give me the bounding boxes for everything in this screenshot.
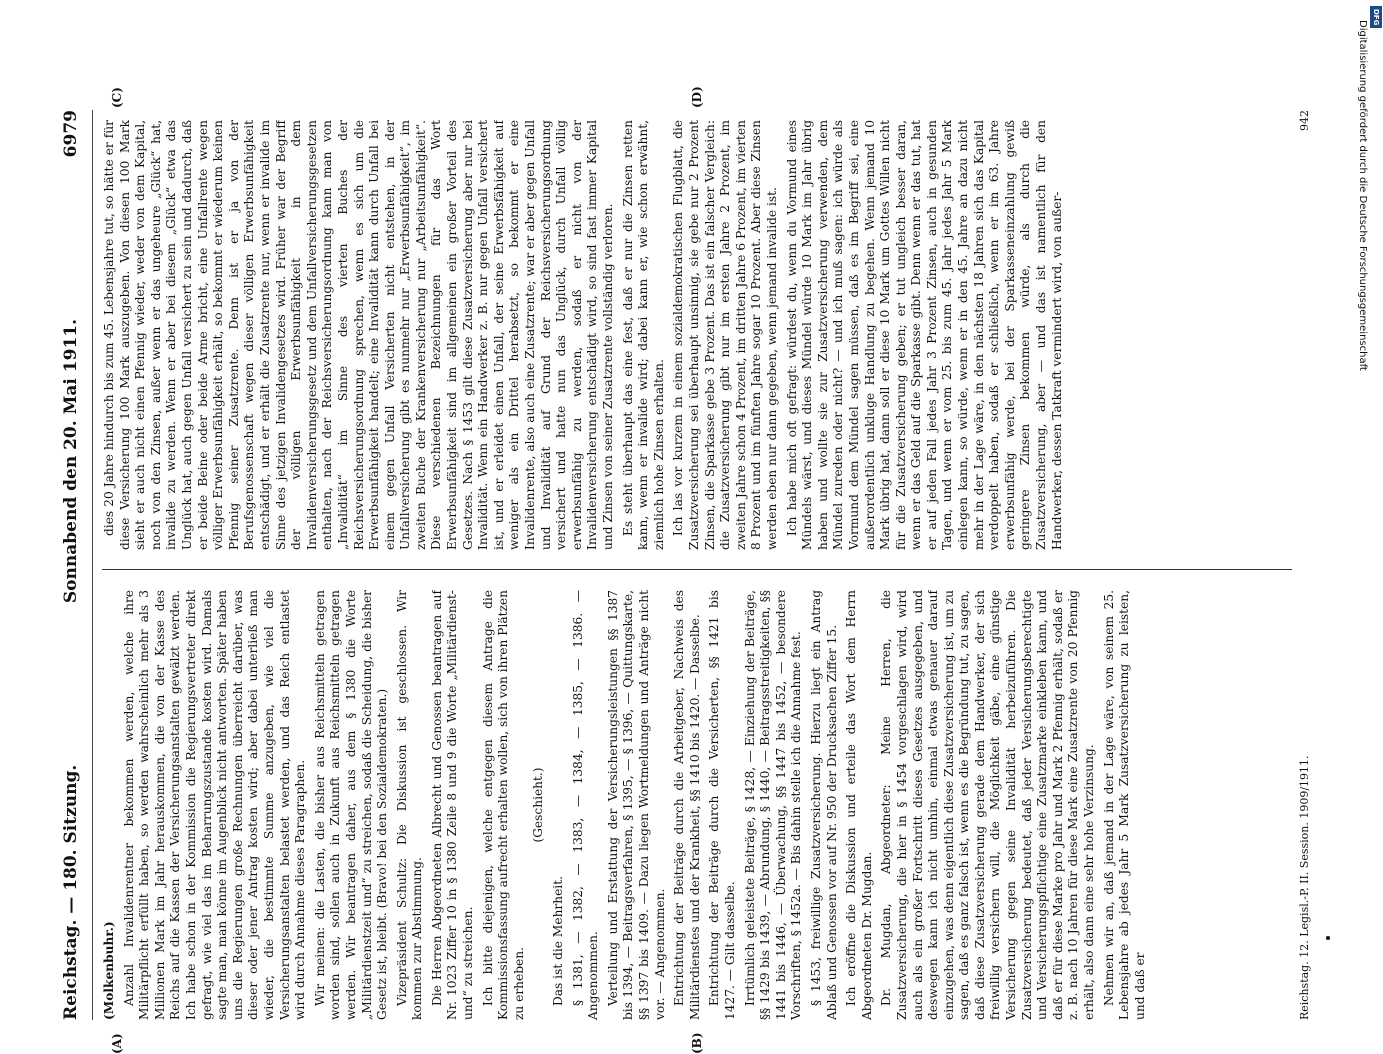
column-divider (102, 569, 1292, 570)
margin-marker-c: (C) (110, 87, 124, 108)
paragraph: Verteilung und Erstattung der Versicherungsleistungen §§ 1387 bis 1394, — Beitragsverfahren, § 1395, — § 1396, — Quittungskarte, §§ 1397 bis 1409. — Dazu liegen Wortmeldungen und Anträge nicht vor. — Angenommen. (606, 590, 668, 1020)
paragraph: (Geschieht.) (531, 590, 547, 1020)
paragraph: Irrtümlich geleistete Beiträge, § 1428, — Einziehung der Beiträge, §§ 1429 bis 1439, — Abrundung, § 1440, — Beitragsstreitigkeiten, §§ 1441 bis 1446, — Überwachung, §§ 1447 bis 1452, — besondere Vorschriften, § 1452a. — Bis dahin stelle ich die Annahme fest. (743, 590, 805, 1020)
margin-marker-b: (B) (690, 1033, 704, 1054)
page-header (50, 110, 93, 1020)
digitization-note: Digitalisierung gefördert durch die Deutsche Forschungsgemeinschaft (1357, 20, 1368, 371)
paragraph: Entrichtung der Beiträge durch die Arbeitgeber, Nachweis des Militärdienstes und der Krankheit, §§ 1410 bis 1420. — Dasselbe. (672, 590, 703, 1020)
paragraph: Ich bitte diejenigen, welche entgegen diesem Antrage die Kommissionsfassung aufrecht erhalten wollen, sich von ihren Plätzen zu erheben. (481, 590, 528, 1020)
paragraph: § 1453, freiwillige Zusatzversicherung. Hierzu liegt ein Antrag Ablaß und Genossen vor auf Nr. 950 der Drucksachen Ziffer 15. (809, 590, 840, 1020)
dfg-logo: DFG (1370, 6, 1382, 28)
scan-dot (1326, 936, 1330, 940)
paragraph: Das ist die Mehrheit. (551, 590, 567, 1020)
header-left: Reichstag. — 180. Sitzung. (61, 765, 81, 1020)
scanned-page (50, 110, 1350, 1020)
paragraph: Ich habe mich oft gefragt: würdest du, wenn du Vormund eines Mündels wärst, und dieses Mündel würde 10 Mark im Jahr übrig haben und wollte sie zur Zusatzversicherung verwenden, dem Mündel zureden oder nicht? — und ich muß sagen: ich würde als Vormund dem Mündel sagen müssen, daß es im Begriff sei, eine außerordentlich unkluge Handlung zu begehen. Wenn jemand 10 Mark übrig hat, dann soll er diese 10 Mark um Gottes Willen nicht für die Zusatzversicherung geben; er tut ungleich besser daran, wenn er das Geld auf die Sparkasse gibt. Denn wenn er das tut, hat er auf jeden Fall jedes Jahr 3 Prozent Zinsen, auch in gesunden Tagen, und wenn er vom 25. bis zum 45. Jahr jedes Jahr 5 Mark einlegen kann, so würde, wenn er in den 45. Jahre an dazu nicht mehr in der Lage wäre, in den nächsten 18 Jahren sich das Kapital verdoppelt haben, sodaß er schließlich, wenn er im 63. Jahre erwerbsunfähig werde, bei der Sparkasseneinzahlung gewiß geringere Zinsen bekommen würde, als durch die Zusatzversicherung, aber — und das ist namentlich für den Handwerker, dessen Tatkraft vermindert wird, von außer- (785, 120, 1066, 550)
left-column (102, 590, 1292, 1020)
page-number: 6979 (61, 110, 81, 157)
right-column (102, 120, 1292, 550)
paragraph: Entrichtung der Beiträge durch die Versicherten, §§ 1421 bis 1427. — Gilt dasselbe. (707, 590, 738, 1020)
paragraph: (Molkenbuhr.) (102, 590, 118, 1020)
paragraph: Ich eröffne die Diskussion und erteile das Wort dem Herrn Abgeordneten Dr. Mugdan. (844, 590, 875, 1020)
footer-session: Reichstag. 12. Legisl.-P. II. Session. 1909/1911. (1298, 755, 1320, 1020)
footer-signature: 942 (1298, 110, 1320, 131)
paragraph: Wir meinen: die Lasten, die bisher aus Reichsmitteln getragen worden sind, sollen auch in Zukunft aus Reichsmitteln getragen werden. Wir beantragen daher, aus dem § 1380 die Worte „Militärdienstzeit und“ zu streichen, sodaß die Scheidung, die bisher Gesetz ist, bleibt. (Bravo! bei den Sozialdemokraten.) (313, 590, 391, 1020)
paragraph: Dr. Mugdan, Abgeordneter: Meine Herren, die Zusatzversicherung, die hier in § 1454 vorgeschlagen wird, wird auch als ein großer Fortschritt dieses Gesetzes ausgegeben, und deswegen kann ich nicht umhin, einmal etwas genauer darauf einzugehen, was denn eigentlich diese Zusatzversicherung ist, um zu sagen, daß es ganz falsch ist, wenn es die Begründung tut, zu sagen, daß diese Zusatzversicherung gerade dem Handwerker, der sich freiwillig versichern will, die Möglichkeit gäbe, eine günstige Versicherung gegen seine Invalidität herbeizuführen. Die Zusatzversicherung bedeutet, daß jeder Versicherungsberechtigte und Versicherungspflichtige eine Zusatzmarke einkleben kann, und daß er für diese Marke pro Jahr und Mark 2 Pfennig erhält, sodaß er z. B. nach 10 Jahren für diese Mark eine Zusatzrente von 20 Pfennig erhält, also dann eine sehr hohe Verzinsung. (879, 590, 1097, 1020)
paragraph: Es steht überhaupt das eine fest, daß er nur die Zinsen retten kann, wenn er invalide wird; dabei kann er, wie schon erwähnt, ziemlich hohe Zinsen erhalten. (621, 120, 668, 550)
page-footer (1298, 110, 1320, 1020)
header-date: Sonnabend den 20. Mai 1911. (61, 157, 81, 764)
margin-marker-d: (D) (690, 86, 704, 108)
paragraph: Nehmen wir an, daß jemand in der Lage wäre, von seinem 25. Lebensjahre ab jedes Jahr 5 Mark Zusatzversicherung zu leisten, und daß er (1102, 590, 1149, 1020)
paragraph: Ich las vor kurzem in einem sozialdemokratischen Flugblatt, die Zusatzversicherung sei überhaupt unsinnig, sie gebe nur 2 Prozent Zinsen, die Sparkasse gebe 3 Prozent. Das ist ein falscher Vergleich: die Zusatzversicherung gibt nur im ersten Jahre 2 Prozent, im zweiten Jahre schon 4 Prozent, im dritten Jahre 6 Prozent, im vierten 8 Prozent und im fünften Jahre sogar 10 Prozent. Aber diese Zinsen werden eben nur dann gegeben, wenn jemand invalide ist. (671, 120, 780, 550)
margin-marker-a: (A) (110, 1033, 124, 1054)
paragraph: dies 20 Jahre hindurch bis zum 45. Lebensjahre tut, so hätte er für diese Versicherung 100 Mark auszugeben. Von diesen 100 Mark sieht er auch nicht einen Pfennig wieder, weder von dem Kapital, noch von den Zinsen, außer wenn er das ungeheure „Glück“ hat, invalide zu werden. Wenn er aber bei diesem „Glück“ etwa das Unglück hat, auch gegen Unfall versichert zu sein und dadurch, daß er beide Beine oder beide Arme bricht, eine Unfallrente wegen völliger Erwerbsunfähigkeit erhält, so bekommt er wiederum keinen Pfennig seiner Zusatzrente. Denn ist er ja von der Berufsgenossenschaft wegen dieser völligen Erwerbsunfähigkeit entschädigt, und er erhält die Zusatzrente nur, wenn er invalide im Sinne des jetzigen Invalidengesetzes wird. Früher war der Begriff der völligen Erwerbsunfähigkeit in dem Invalidenversicherungsgesetz und dem Unfallversicherungsgesetzen enthalten, nach der Reichsversicherungsordnung kann man von „Invalidität“ im Sinne des vierten Buches der Reichsversicherungsordnung sprechen, wenn es sich um die Erwerbsunfähigkeit handelt; eine Invalidität kann durch Unfall bei einem gegen Unfall Versicherten nicht entstehen, in der Unfallversicherung gibt es nunmehr nur „Erwerbsunfähigkeit“, im zweiten Buche der Krankenversicherung nur „Arbeitsunfähigkeit“. Diese verschiedenen Bezeichnungen für das Wort Erwerbsunfähigkeit sind im allgemeinen ein großer Vorteil des Gesetzes. Nach § 1453 gilt diese Zusatzversicherung aber nur bei Invalidität. Wenn ein Handwerker z. B. nur gegen Unfall versichert ist, und er erleidet einen Unfall, der seine Erwerbsfähigkeit auf weniger als ein Drittel herabsetzt, so bekommt er eine Invalidenrente, also auch eine Zusatzrente; war er aber gegen Unfall und Invalidität auf Grund der Reichsversicherungsordnung versichert und hatte nun das Unglück, durch Unfall völlig erwerbsunfähig zu werden, sodaß er nicht von der Invalidenversicherung entschädigt wird, so sind fast immer Kapital und Zinsen von seiner Zusatzrente vollständig verloren. (102, 120, 617, 550)
paragraph: Die Herren Abgeordneten Albrecht und Genossen beantragen auf Nr. 1023 Ziffer 10 in § 1380 Zeile 8 und 9 die Worte „Militärdienst- und“ zu streichen. (430, 590, 477, 1020)
paragraph: § 1381, — 1382, — 1383, — 1384, — 1385, — 1386. — Angenommen. (571, 590, 602, 1020)
paragraph: Vizepräsident Schultz: Die Diskussion ist geschlossen. Wir kommen zur Abstimmung. (395, 590, 426, 1020)
paragraph: Anzahl Invalidenrentner bekommen werden, welche ihre Militärpflicht erfüllt haben, so werden wahrscheinlich mehr als 3 Millionen Mark im Jahr herauskommen, die von der Kasse des Reichs auf die Kassen der Versicherungsanstalten gewälzt werden. Ich habe schon in der Kommission die Regierungsvertreter direkt gefragt, wie viel das im Beharrungszustande kosten wird. Damals sagte man, man könne im Augenblick nicht antworten. Später haben uns die Regierungen große Rechnungen überreicht darüber, was dieser oder jener Antrag kosten wird; aber dabei unterließ man wieder, die bestimmte Summe anzugeben, wie viel die Versicherungsanstalten belastet werden, und das Reich entlastet wird durch Annahme dieses Paragraphen. (122, 590, 309, 1020)
